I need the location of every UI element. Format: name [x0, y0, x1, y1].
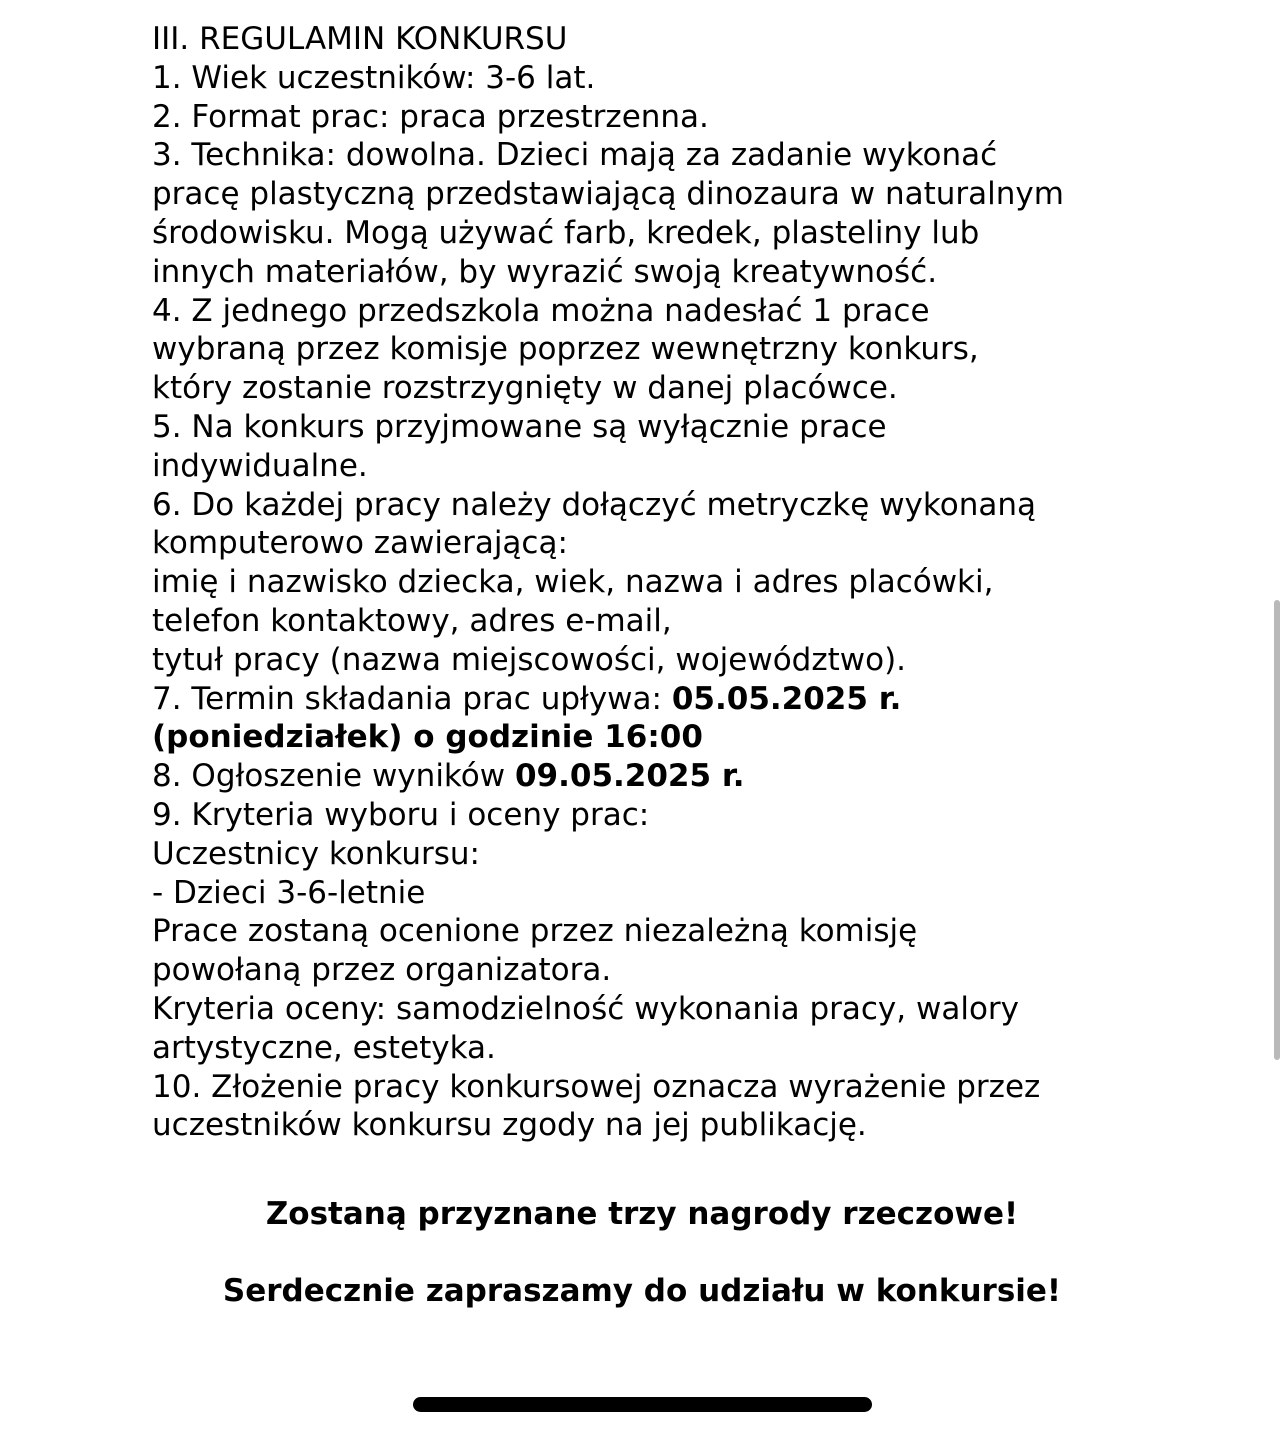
rule-9-criteria-line-6: Kryteria oceny: samodzielność wykonania pracy, walory [152, 990, 1020, 1027]
rule-6-label-line-3: imię i nazwisko dziecka, wiek, nazwa i adres placówki, [152, 564, 994, 601]
rules-heading: III. REGULAMIN KONKURSU [152, 21, 568, 57]
vertical-scrollbar[interactable] [1274, 600, 1280, 1060]
rule-7-deadline-date: 05.05.2025 r. [671, 680, 902, 717]
rule-8-results [152, 757, 1152, 796]
rule-9-criteria-line-5: powołaną przez organizatora. [152, 952, 612, 989]
rule-3-technique-line-3: środowisku. Mogą używać farb, kredek, plasteliny lub [152, 214, 980, 251]
rule-7-deadline-prefix: 7. Termin składania prac upływa: [152, 680, 672, 717]
rule-4-submission-line-3: który zostanie rozstrzygnięty w danej placówce. [152, 370, 898, 407]
prizes-announcement: Zostaną przyznane trzy nagrody rzeczowe! [265, 1196, 1019, 1232]
rule-3-technique-line-1: 3. Technika: dowolna. Dzieci mają za zadanie wykonać [152, 137, 998, 174]
invitation-text: Serdecznie zapraszamy do udziału w konkursie! [222, 1273, 1062, 1309]
rule-3-technique-line-2: pracę plastyczną przedstawiającą dinozaura w naturalnym [152, 176, 1064, 213]
rule-6-label-line-5: tytuł pracy (nazwa miejscowości, województwo). [152, 641, 907, 678]
rule-4-submission-line-2: wybraną przez komisje poprzez wewnętrzny konkurs, [152, 331, 979, 368]
rule-5-individual-line-1: 5. Na konkurs przyjmowane są wyłącznie prace [152, 408, 887, 445]
rule-6-label-line-2: komputerowo zawierającą: [152, 525, 568, 562]
rule-8-results-date: 09.05.2025 r. [514, 758, 745, 795]
rule-6-label-line-4: telefon kontaktowy, adres e-mail, [152, 602, 672, 639]
rule-9-criteria-line-1: 9. Kryteria wyboru i oceny prac: [152, 796, 650, 833]
rule-1-age: 1. Wiek uczestników: 3-6 lat. [152, 59, 596, 96]
rule-9-criteria-line-2: Uczestnicy konkursu: [152, 835, 480, 872]
rule-8-results-prefix: 8. Ogłoszenie wyników [152, 758, 515, 795]
rule-10-consent-line-2: uczestników konkursu zgody na jej publikację. [152, 1107, 867, 1144]
rule-5-individual-line-2: indywidualne. [152, 447, 368, 484]
rule-3-technique-line-4: innych materiałów, by wyrazić swoją kreatywność. [152, 253, 938, 290]
rule-10-consent-line-1: 10. Złożenie pracy konkursowej oznacza wyrażenie przez [152, 1068, 1041, 1105]
home-indicator[interactable] [413, 1397, 872, 1412]
contest-rules-document [152, 20, 1152, 1145]
rule-7-deadline-line-1 [152, 680, 1152, 719]
rule-9-criteria-line-4: Prace zostaną ocenione przez niezależną komisję [152, 913, 918, 950]
rule-4-submission-line-1: 4. Z jednego przedszkola można nadesłać 1 prace [152, 292, 930, 329]
rule-2-format: 2. Format prac: praca przestrzenna. [152, 98, 709, 135]
rule-7-deadline-line-2: (poniedziałek) o godzinie 16:00 [152, 719, 703, 756]
rule-9-criteria-line-7: artystyczne, estetyka. [152, 1029, 496, 1066]
rule-6-label-line-1: 6. Do każdej pracy należy dołączyć metryczkę wykonaną [152, 486, 1036, 523]
rule-9-criteria-line-3: - Dzieci 3-6-letnie [152, 874, 426, 911]
